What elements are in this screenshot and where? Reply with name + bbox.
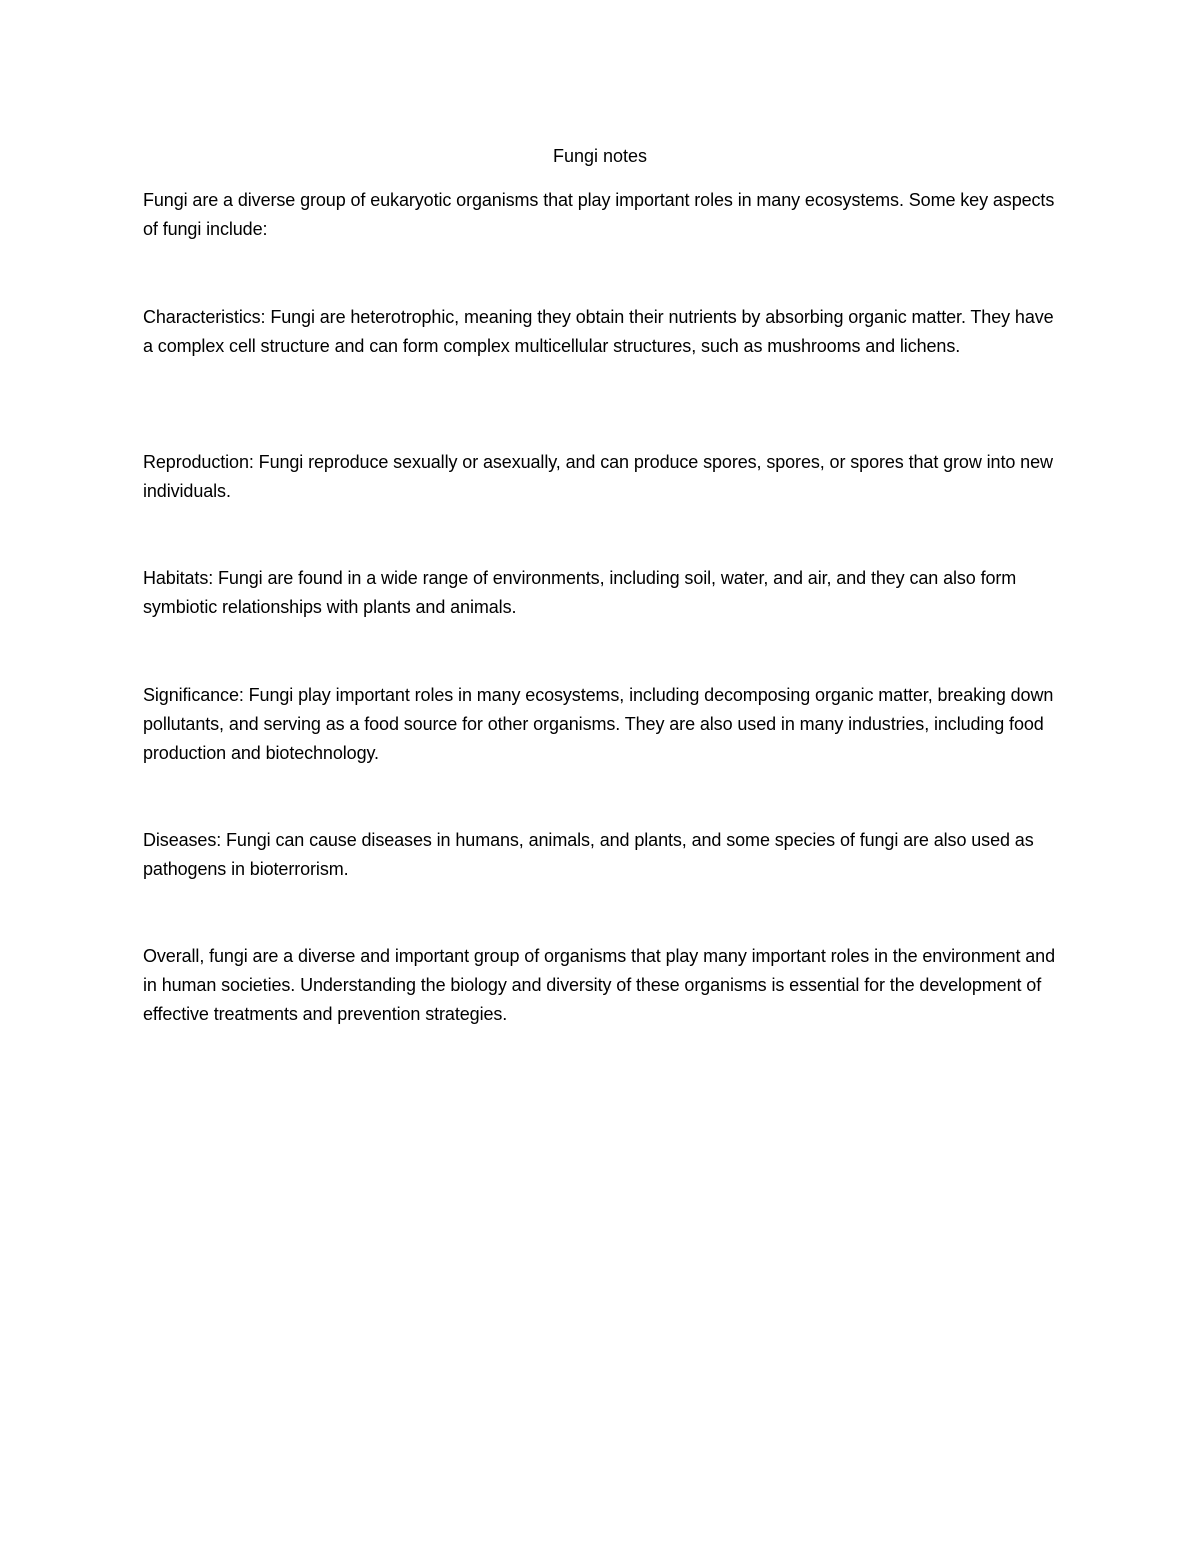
paragraph-characteristics: Characteristics: Fungi are heterotrophic, meaning they obtain their nutrients by absorbing organic matter. They have a complex cell structure and can form complex multicellular structures, such as mushrooms and lichens. (143, 307, 1054, 356)
paragraph-diseases: Diseases: Fungi can cause diseases in humans, animals, and plants, and some species of fungi are also used as pathogens in bioterrorism. (143, 830, 1034, 879)
paragraph-reproduction: Reproduction: Fungi reproduce sexually or asexually, and can produce spores, spores, or spores that grow into new individuals. (143, 452, 1053, 501)
paragraph-significance: Significance: Fungi play important roles in many ecosystems, including decomposing organic matter, breaking down pollutants, and serving as a food source for other organisms. They are also used in many industries, including food production and biotechnology. (143, 685, 1054, 763)
paragraph-overall: Overall, fungi are a diverse and important group of organisms that play many important roles in the environment and in human societies. Understanding the biology and diversity of these organisms is essential for the development of effective treatments and prevention strategies. (143, 946, 1055, 1024)
page-title: Fungi notes (552, 146, 648, 166)
paragraph-habitats: Habitats: Fungi are found in a wide range of environments, including soil, water, and air, and they can also form symbiotic relationships with plants and animals. (143, 568, 1017, 617)
paragraph-intro: Fungi are a diverse group of eukaryotic organisms that play important roles in many ecosystems. Some key aspects of fungi include: (143, 190, 1055, 239)
